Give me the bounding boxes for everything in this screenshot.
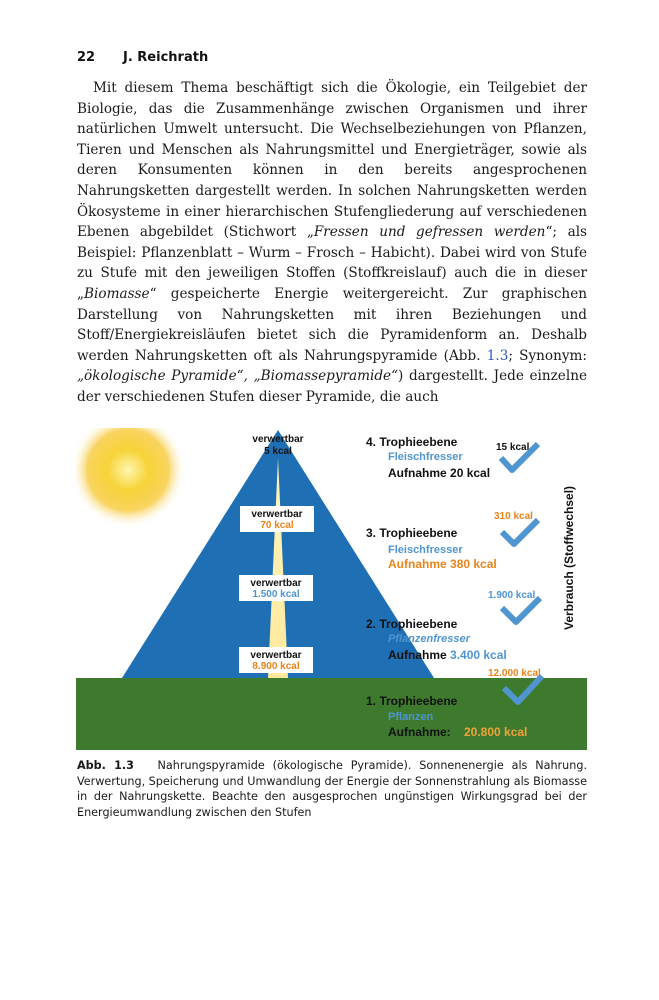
consumption-value-4: 15 kcal: [496, 442, 530, 453]
level-intake: Aufnahme 380 kcal: [388, 557, 497, 571]
consumption-value-3: 310 kcal: [494, 511, 533, 522]
emphasis-run: „ökologische Pyramide“, „Biomassepyramide“: [77, 368, 399, 385]
pyramid-illustration: [76, 428, 587, 750]
level-intake: Aufnahme 3.400 kcal: [388, 648, 507, 662]
level-intake: Aufnahme 20 kcal: [388, 466, 491, 480]
trophic-level-3: [366, 526, 497, 571]
level-title: 2. Trophieebene: [366, 617, 458, 631]
sun-icon: [76, 428, 186, 528]
label-title: verwertbar: [250, 650, 302, 661]
running-header: [77, 50, 208, 65]
ground-strip: [76, 678, 587, 750]
paragraph-text: [77, 78, 587, 408]
emphasis-run: Fressen und gefressen werden: [313, 224, 546, 241]
pyramid-label-3: [240, 506, 314, 532]
level-type: Fleischfresser: [388, 544, 463, 556]
figure-caption: [77, 758, 587, 820]
figure-reference-link[interactable]: 1.3: [486, 347, 509, 364]
emphasis-run: Biomasse: [84, 285, 150, 302]
consumption-value-2: 1.900 kcal: [488, 590, 536, 601]
label-value: 8.900 kcal: [252, 661, 300, 672]
label-title: verwertbar: [250, 578, 302, 589]
level-type: Pflanzenfresser: [388, 633, 470, 645]
level-type: Pflanzen: [388, 711, 434, 723]
level-title: 3. Trophieebene: [366, 526, 458, 540]
label-title: verwertbar: [251, 509, 303, 520]
consumption-value-1: 12.000 kcal: [488, 668, 541, 679]
author-name: J. Reichrath: [123, 50, 209, 65]
level-intake-value: 20.800 kcal: [464, 725, 528, 739]
level-title: 4. Trophieebene: [366, 435, 458, 449]
text-run: “; als Beispiel: Pflanzenblatt – Wurm – Frosch – Habicht). Dabei wird von Stufe zu Stufe mit den jeweiligen Stoffen (Stoffkreislauf) auch die in dieser „: [77, 224, 588, 302]
pyramid-label-1: [239, 647, 313, 673]
food-pyramid-figure: [76, 428, 587, 750]
label-value: 70 kcal: [260, 520, 294, 531]
check-icon: [502, 520, 538, 544]
text-run: ) dargestellt. Jede einzelne der verschiedenen Stufen dieser Pyramide, die auch: [77, 368, 587, 405]
label-value: 1.500 kcal: [252, 589, 300, 600]
text-run: “ gespeicherte Energie weitergereicht. Zur graphischen Darstellung von Nahrungsketten mit ihren Beziehungen und Stoff/Energiekreisläufen bietet sich die Pyramidenform an. Deshalb werden Nahrungsketten oft als Nahrungspyramide (Abb.: [77, 285, 587, 364]
trophic-level-4: [366, 435, 490, 480]
caption-text: Nahrungspyramide (ökologische Pyramide). Sonnenenergie als Nahrung. Verwertung, Speicherung und Umwandlung der Energie der Sonnenstrahlung als Biomasse in der Nahrungskette. Beachte den ausgesprochen ungünstigen Wirkungsgrad bei der Energieumwandlung zwischen den Stufen: [77, 759, 587, 819]
text-run: ; Synonym:: [508, 347, 587, 364]
level-intake-label: Aufnahme:: [388, 725, 451, 739]
pyramid-label-4: [252, 434, 303, 457]
check-icon: [502, 598, 540, 622]
page-number: 22: [77, 50, 96, 65]
label-value: 5 kcal: [264, 446, 292, 457]
text-run: Mit diesem Thema beschäftigt sich die Ökologie, ein Teilgebiet der Biologie, das die Zusammenhänge zwischen Organismen und ihrer natürlichen Umwelt untersucht. Die Wechselbeziehungen von Pflanzen, Tieren und Menschen als Nahrungsmittel und Energieträger, sowie als deren Konsumenten können in den bereits angesprochenen Nahrungsketten dargestellt werden. In solchen Nahrungsketten werden Ökosysteme in einer hierarchischen Stufengliederung auf verschiedenen Ebenen abgebildet (Stichwort „: [77, 80, 587, 241]
label-title: verwertbar: [252, 434, 304, 445]
side-label-consumption: Verbrauch (Stoffwechsel): [562, 485, 576, 631]
level-type: Fleischfresser: [388, 451, 463, 463]
trophic-level-2: [366, 617, 507, 662]
caption-label: Abb. 1.3: [77, 759, 134, 772]
level-title: 1. Trophieebene: [366, 694, 458, 708]
pyramid-label-2: [239, 575, 313, 601]
body-paragraph: [77, 78, 587, 408]
trophic-level-1: [359, 694, 527, 744]
